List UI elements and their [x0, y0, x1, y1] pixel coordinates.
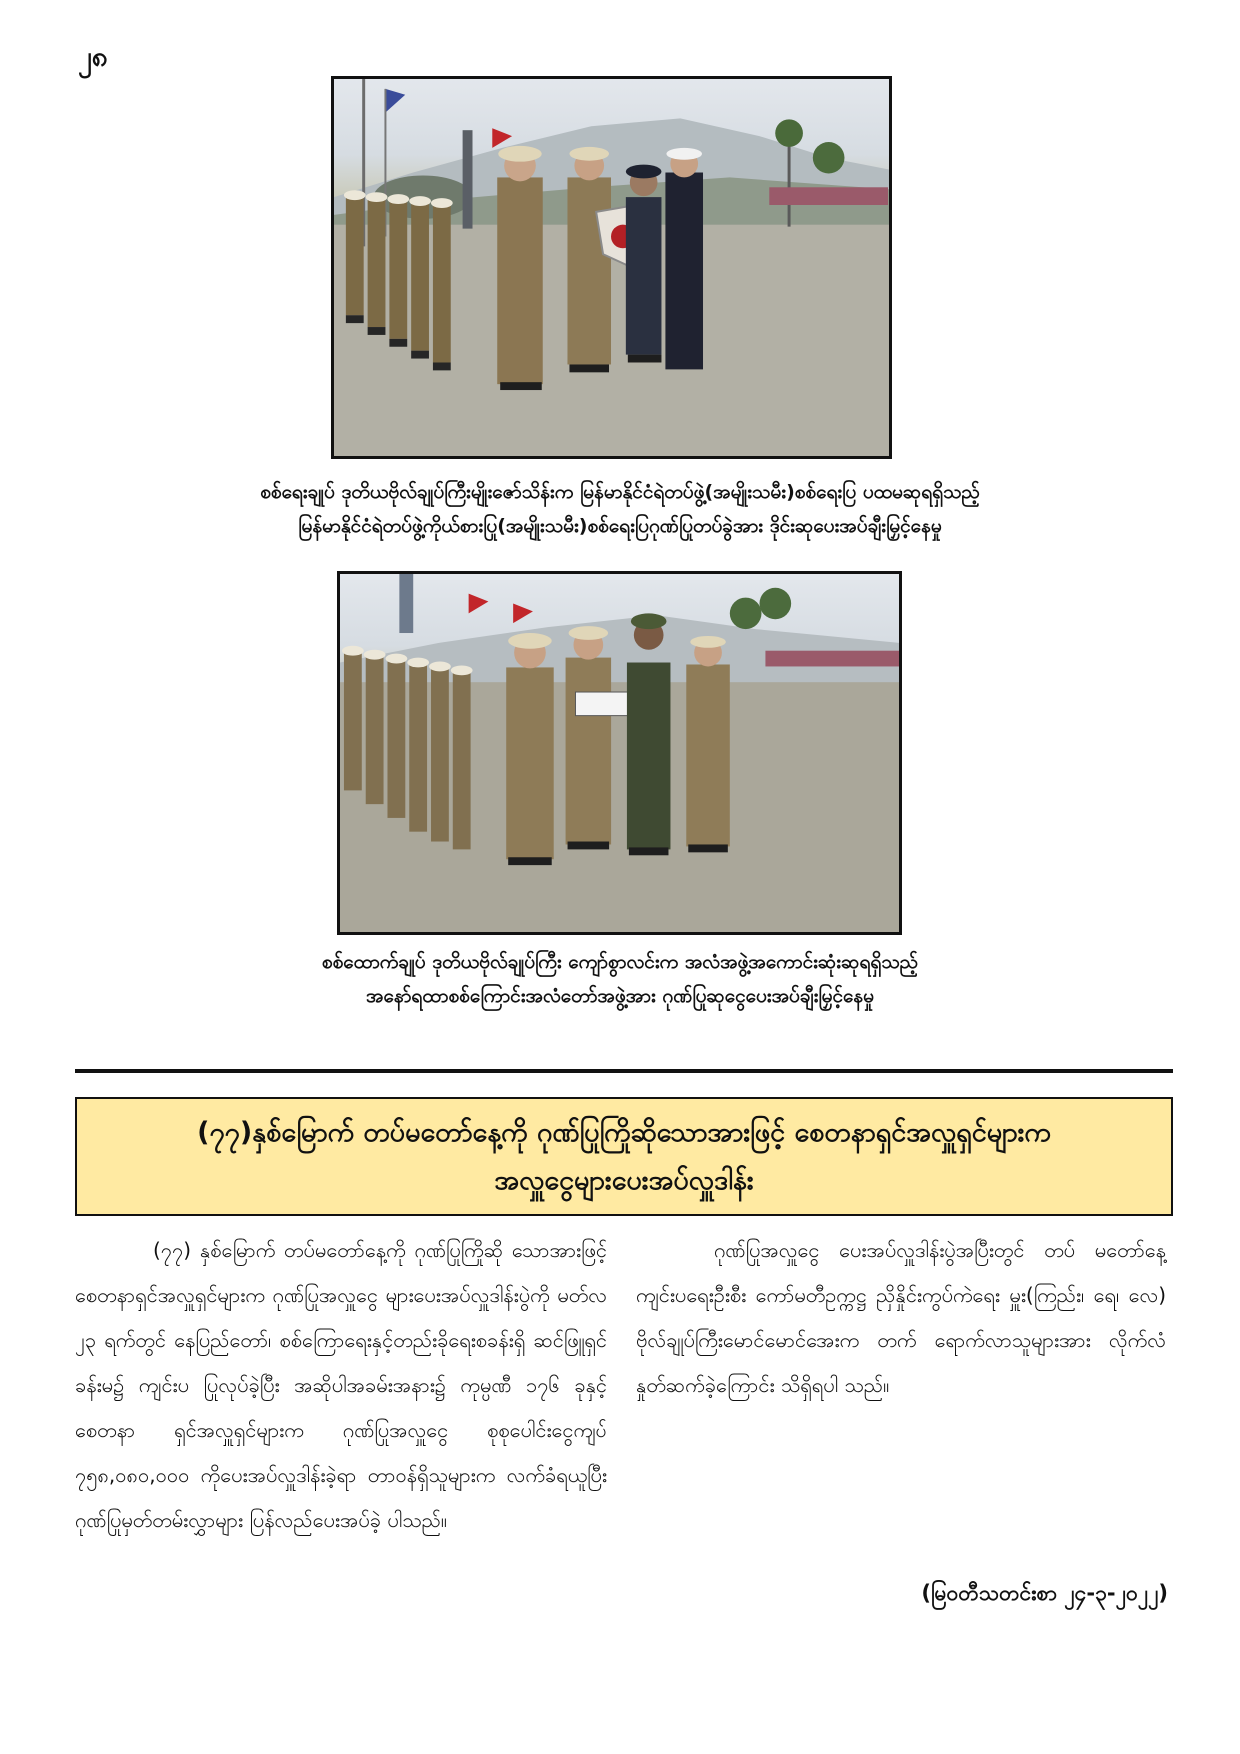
article-paragraph-right: ဂုဏ်ပြုအလှူငွေ ပေးအပ်လှူဒါန်းပွဲအပြီးတွင် တပ် မတော်နေ့ကျင်းပရေးဦးစီး ကော်မတီဥက္ကဋ္ဌ ညှိနှိုင်းကွပ်ကဲရေး မှူး(ကြည်း၊ ရေ၊ လေ) ဗိုလ်ချုပ်ကြီးမောင်မောင်အေးက တက် ရောက်လာသူများအား လိုက်လံနှုတ်ဆက်ခဲ့ကြောင်း သိရှိရပါ သည်။ — [636, 1238, 1166, 1397]
photo-award-ceremony-2 — [337, 571, 902, 935]
article-title-line-1: (၇၇)နှစ်မြောက် တပ်မတော်နေ့ကို ဂုဏ်ပြုကြိုဆိုသောအားဖြင့် စေတနာရှင်အလှူရှင်များက — [197, 1116, 1051, 1148]
article-title-line-2: အလှူငွေများပေးအပ်လှူဒါန်း — [494, 1164, 754, 1196]
photo-award-ceremony-1 — [331, 76, 892, 459]
photo-caption-2 — [100, 945, 1140, 1013]
caption-1-line-2: မြန်မာနိုင်ငံရဲတပ်ဖွဲ့ကိုယ်စားပြု(အမျိုးသမီး)စစ်ရေးပြဂုဏ်ပြုတပ်ခွဲအား ဒိုင်းဆုပေးအပ်ချီးမြှင့်နေမှု — [298, 515, 942, 537]
caption-2-line-1: စစ်ထောက်ချုပ် ဒုတိယဗိုလ်ချုပ်ကြီး ကျော်စွာလင်းက အလံအဖွဲ့အကောင်းဆုံးဆုရရှိသည့် — [321, 951, 919, 973]
article-title-box — [75, 1097, 1173, 1216]
article-source: (မြဝတီသတင်းစာ ၂၄-၃-၂၀၂၂) — [921, 1581, 1168, 1605]
photo-caption-1 — [100, 475, 1140, 543]
article-paragraph-left: (၇၇) နှစ်မြောက် တပ်မတော်နေ့ကို ဂုဏ်ပြုကြိုဆို သောအားဖြင့် စေတနာရှင်အလှူရှင်များက ဂုဏ်ပြုအလှူငွေ များပေးအပ်လှူဒါန်းပွဲကို မတ်လ ၂၃ ရက်တွင် နေပြည်တော်၊ စစ်ကြောရေးနှင့်တည်းခိုရေးစခန်းရှိ ဆင်ဖြူရှင်ခန်းမ၌ ကျင်းပ ပြုလုပ်ခဲ့ပြီး အဆိုပါအခမ်းအနား၌ ကုမ္ပဏီ ၁၇၆ ခုနှင့် စေတနာ ရှင်အလှူရှင်များက ဂုဏ်ပြုအလှူငွေ စုစုပေါင်းငွေကျပ် ၇၅၈,၀၈၀,၀၀၀ ကိုပေးအပ်လှူဒါန်းခဲ့ရာ တာဝန်ရှိသူများက လက်ခံရယူပြီး ဂုဏ်ပြုမှတ်တမ်းလွှာများ ပြန်လည်ပေးအပ်ခဲ့ ပါသည်။ — [75, 1238, 607, 1532]
section-divider — [75, 1069, 1173, 1073]
caption-1-line-1: စစ်ရေးချုပ် ဒုတိယဗိုလ်ချုပ်ကြီးမျိုးဇော်သိန်းက မြန်မာနိုင်ငံရဲတပ်ဖွဲ့(အမျိုးသမီး)စစ်ရေးပြ ပထမဆုရရှိသည့် — [260, 481, 980, 503]
page-number: ၂၈ — [78, 40, 108, 73]
caption-2-line-2: အနော်ရထာစစ်ကြောင်းအလံတော်အဖွဲ့အား ဂုဏ်ပြုဆုငွေပေးအပ်ချီးမြှင့်နေမှု — [366, 985, 874, 1007]
